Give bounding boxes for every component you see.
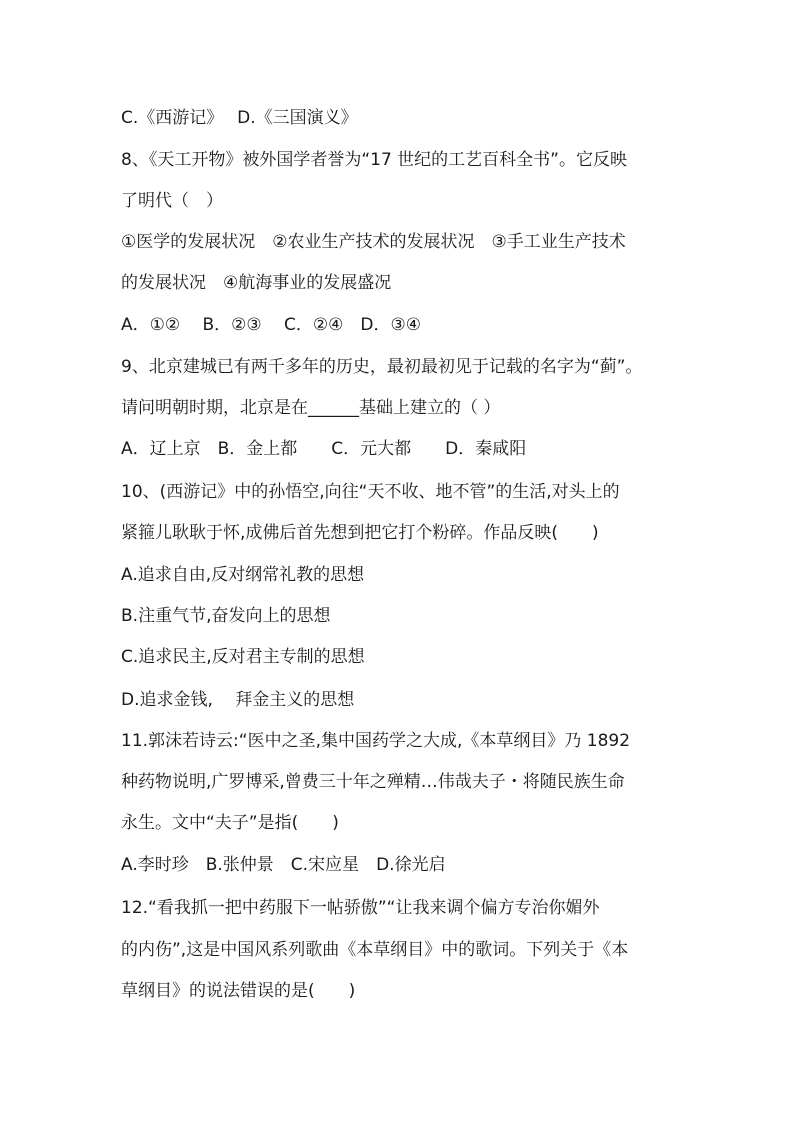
q11-options: A.李时珍 B.张仲景 C.宋应星 D.徐光启: [121, 855, 446, 875]
q8-options: A．①② B．②③ C．②④ D．③④: [121, 315, 421, 335]
q11-stem-line2: 种药物说明,广罗博采,曾费三十年之殚精…伟哉夫子・将随民族生命: [121, 772, 625, 792]
q10-stem-line1: 10、(西游记》中的孙悟空,向往“天不收、地不管”的生活,对头上的: [121, 482, 620, 502]
q7-option-cd: C.《西游记》 D.《三国演义》: [121, 108, 358, 128]
q12-stem-line3: 草纲目》的说法错误的是( ): [121, 981, 356, 1001]
q9-stem-line1: 9、北京建城已有两千多年的历史，最初最初见于记载的名字为“蓟”。: [121, 357, 643, 377]
q8-items-line1: ①医学的发展状况 ②农业生产技术的发展状况 ③手工业生产技术: [121, 232, 626, 252]
q8-items-line2: 的发展状况 ④航海事业的发展盛况: [121, 273, 392, 293]
q10-option-c: C.追求民主,反对君主专制的思想: [121, 647, 365, 667]
q10-option-a: A.追求自由,反对纲常礼教的思想: [121, 565, 365, 585]
q8-stem-line1: 8、《天工开物》被外国学者誉为“17 世纪的工艺百科全书”。它反映: [121, 150, 627, 170]
q10-option-b: B.注重气节,奋发向上的思想: [121, 606, 331, 626]
q12-stem-line1: 12.“看我抓一把中药服下一帖骄傲”“让我来调个偏方专治你媚外: [121, 898, 600, 918]
q9-options: A．辽上京 B．金上都 C．元大都 D．秦咸阳: [121, 439, 527, 459]
q12-stem-line2: 的内伤”,这是中国风系列歌曲《本草纲目》中的歌词。下列关于《本: [121, 940, 629, 960]
q11-stem-line1: 11.郭沫若诗云:“医中之圣,集中国药学之大成,《本草纲目》乃 1892: [121, 731, 631, 751]
q8-stem-line2: 了明代（ ）: [121, 191, 223, 211]
q10-stem-line2: 紧箍儿耿耿于怀,成佛后首先想到把它打个粉碎。作品反映( ): [121, 523, 599, 543]
q11-stem-line3: 永生。文中“夫子”是指( ): [121, 813, 339, 833]
q9-stem-line2: 请问明朝时期，北京是在______基础上建立的（ ）: [121, 398, 501, 418]
q10-option-d: D.追求金钱, 拜金主义的思想: [121, 690, 355, 710]
